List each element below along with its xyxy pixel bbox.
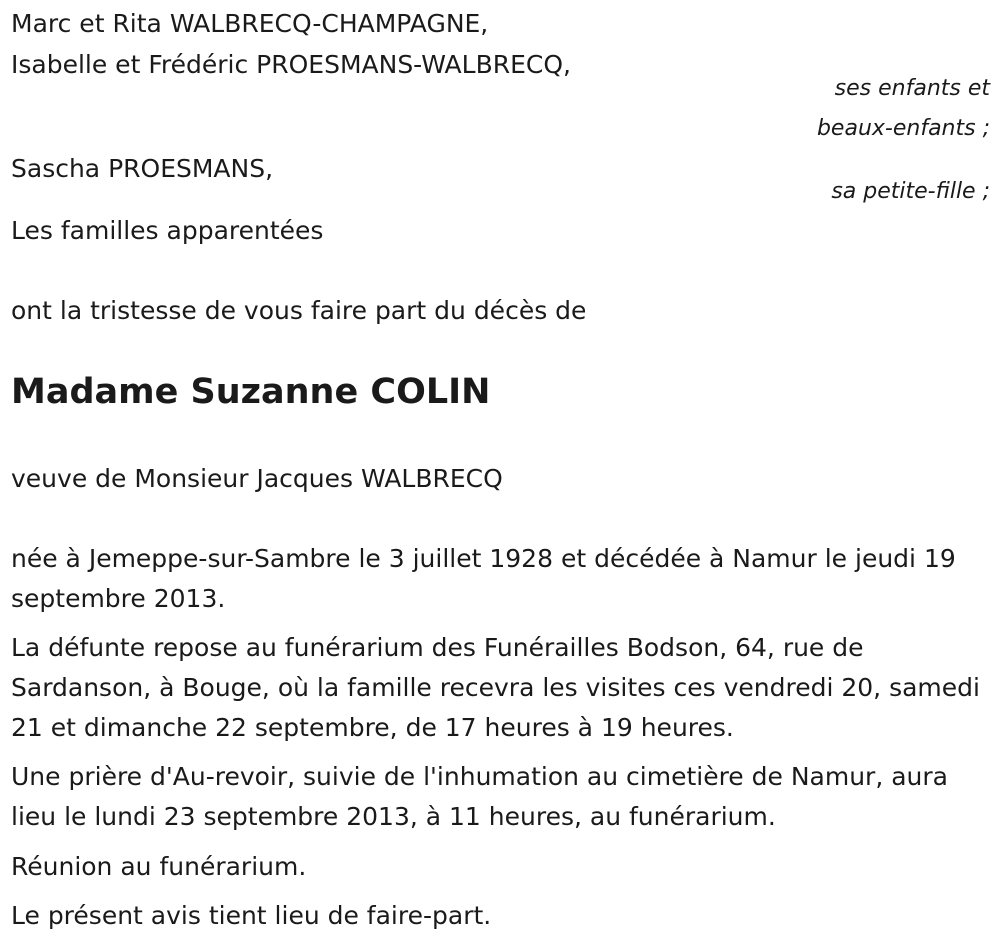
deceased-name: Madame Suzanne COLIN: [11, 372, 491, 412]
ceremony-paragraph: Une prière d'Au-revoir, suivie de l'inhumation au cimetière de Namur, aura lieu le lundi 23 septembre 2013, à 11 heures, au funérarium.: [11, 762, 948, 831]
visitation-paragraph: La défunte repose au funérarium des Funérailles Bodson, 64, rue de Sardanson, à Bouge, où la famille recevra les visites ces vendredi 20, samedi 21 et dimanche 22 septembre, de 17 heures à 19 heures.: [11, 633, 980, 742]
widow-of-line: veuve de Monsieur Jacques WALBRECQ: [11, 464, 503, 493]
related-families: Les familles apparentées: [11, 216, 324, 245]
gathering-line: Réunion au funérarium.: [11, 852, 307, 881]
role-grandchild: sa petite-fille ;: [831, 179, 990, 204]
role-children-line-1: ses enfants et: [834, 76, 990, 101]
role-children-line-2: beaux-enfants ;: [816, 116, 990, 141]
announcement-text: ont la tristesse de vous faire part du décès de: [11, 296, 587, 325]
closing-line: Le présent avis tient lieu de faire-part.: [11, 901, 492, 930]
birth-death-paragraph: née à Jemeppe-sur-Sambre le 3 juillet 1928 et décédée à Namur le jeudi 19 septembre 2013.: [11, 544, 956, 613]
grandchild-line: Sascha PROESMANS,: [11, 154, 274, 183]
family-line-1: Marc et Rita WALBRECQ-CHAMPAGNE,: [11, 9, 489, 38]
family-line-2: Isabelle et Frédéric PROESMANS-WALBRECQ,: [11, 50, 571, 79]
